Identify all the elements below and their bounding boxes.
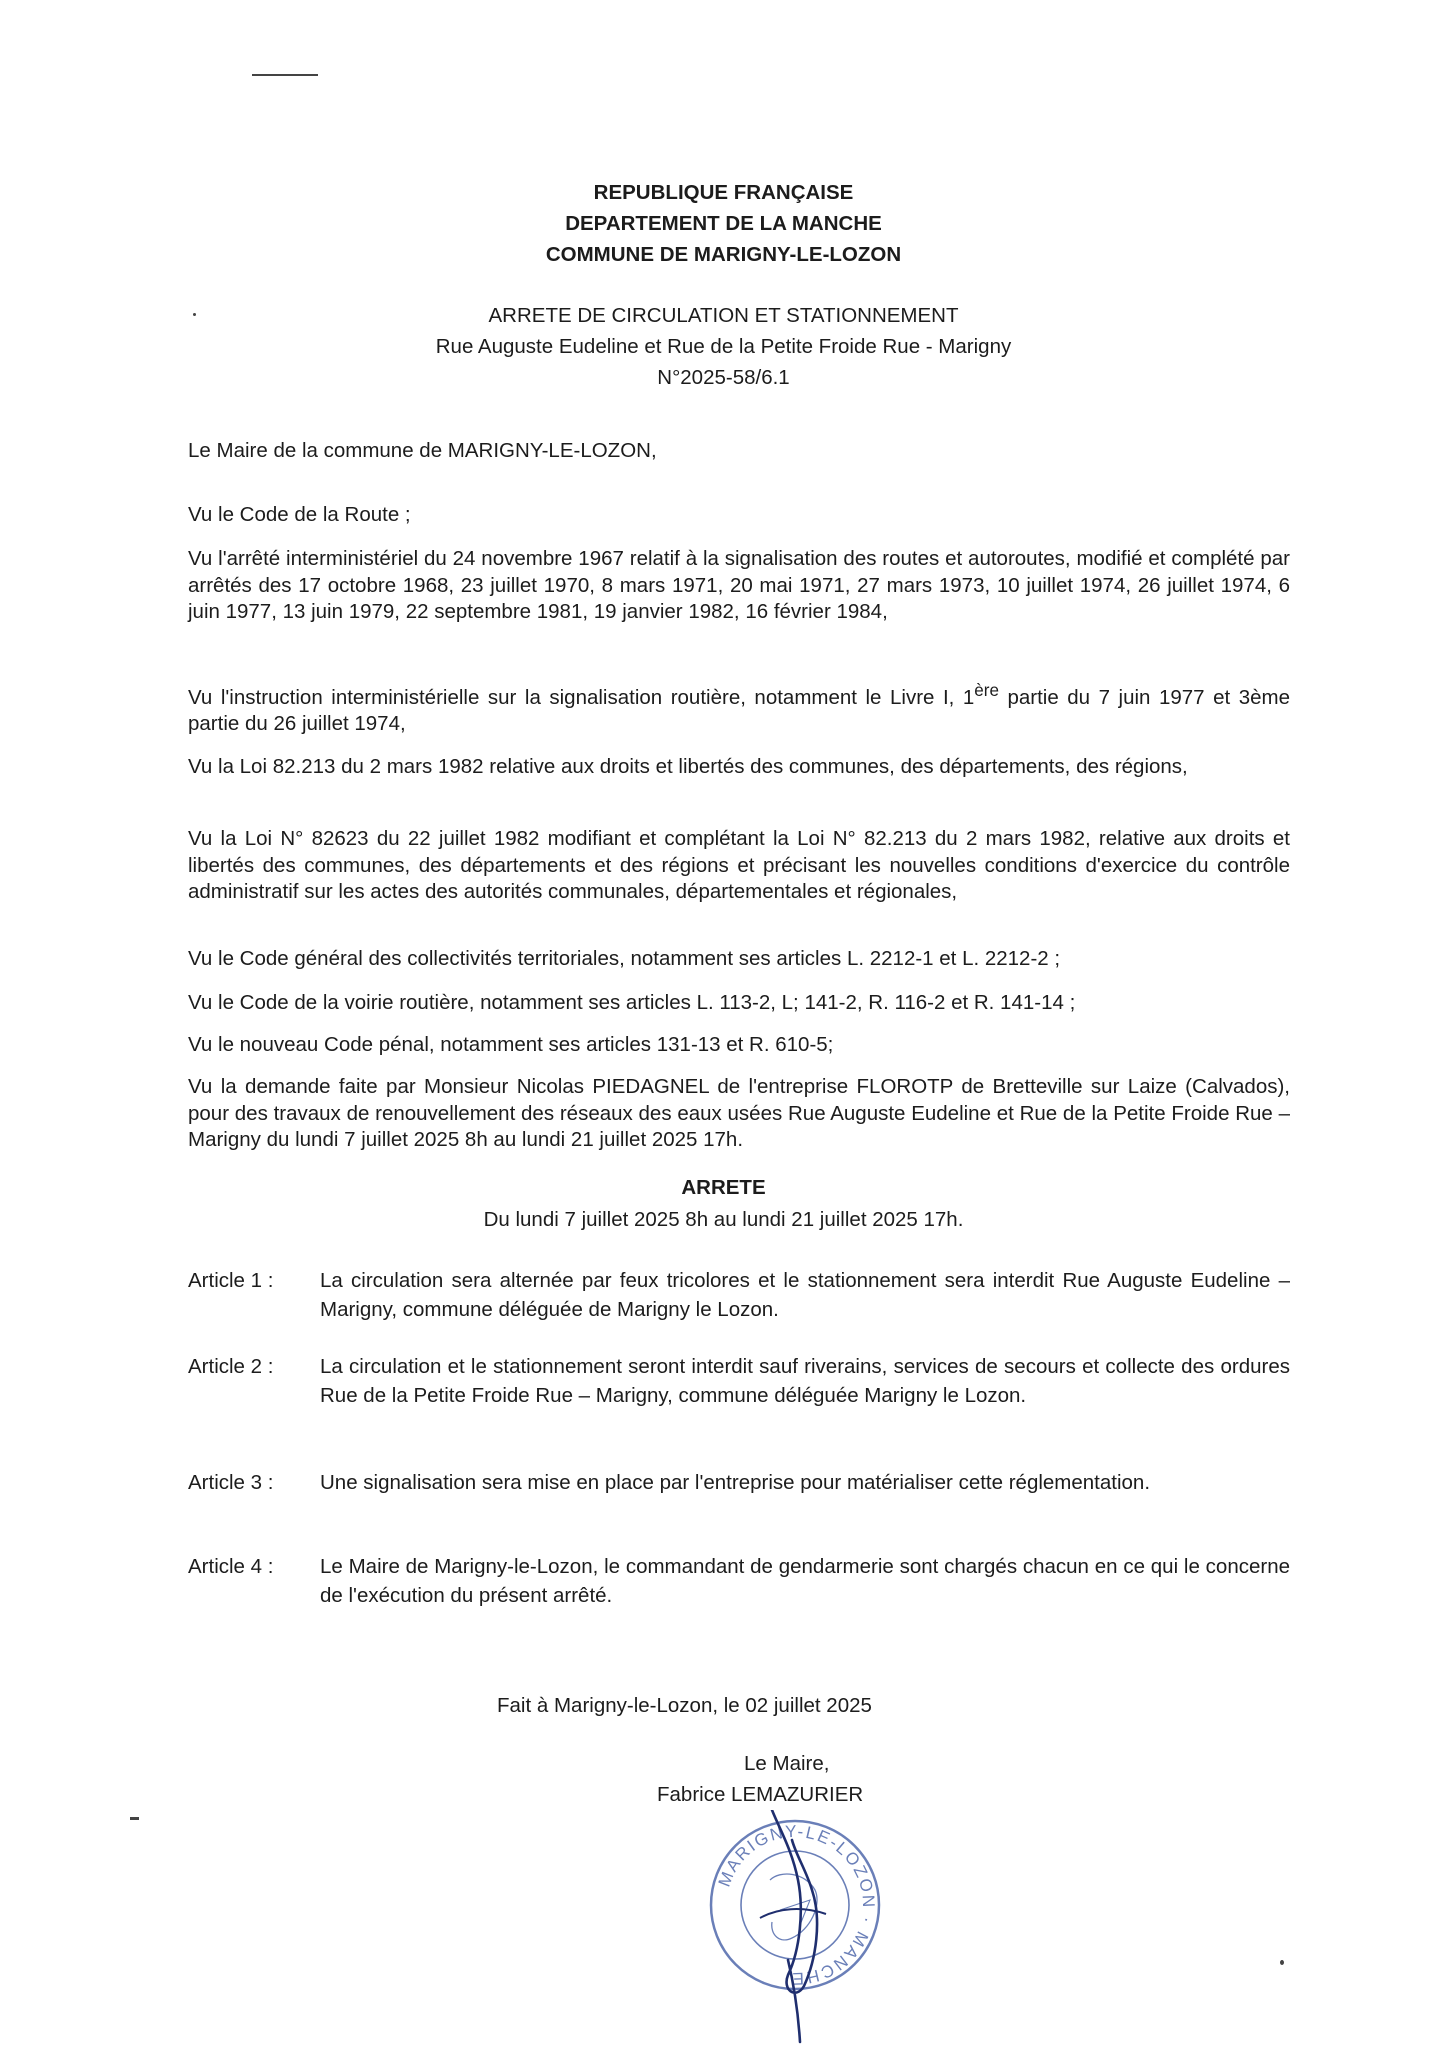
scan-mark-top xyxy=(252,74,318,76)
title-number: N°2025-58/6.1 xyxy=(657,366,790,389)
header-block xyxy=(0,177,1447,270)
article-label: Article 2 : xyxy=(188,1355,274,1378)
arrete-dates: Du lundi 7 juillet 2025 8h au lundi 21 juillet 2025 17h. xyxy=(483,1208,964,1231)
article-text: La circulation et le stationnement seront interdit sauf riverains, services de secours et collecte des ordures Rue de la Petite Froide Rue – Marigny, commune déléguée Marigny le Lozon. xyxy=(320,1355,1290,1407)
vu-code-route: Vu le Code de la Route ; xyxy=(188,503,411,526)
title-main: ARRETE DE CIRCULATION ET STATIONNEMENT xyxy=(488,304,959,327)
signature-place-date: Fait à Marigny-le-Lozon, le 02 juillet 2025 xyxy=(497,1694,872,1717)
municipal-stamp xyxy=(700,1810,890,2050)
scan-mark-left xyxy=(130,1817,139,1820)
header-commune: COMMUNE DE MARIGNY-LE-LOZON xyxy=(545,243,902,266)
signature-name: Fabrice LEMAZURIER xyxy=(657,1783,864,1806)
header-departement: DEPARTEMENT DE LA MANCHE xyxy=(565,212,882,235)
vu-instruction: Vu l'instruction interministérielle sur la signalisation routière, notamment le Livre I, 1ère partie du 7 juin 1977 et 3ème partie du 26 juillet 1974, xyxy=(188,681,1290,736)
scan-mark-right xyxy=(1280,1960,1284,1965)
signature-role: Le Maire, xyxy=(744,1752,830,1775)
vu-loi-82623: Vu la Loi N° 82623 du 22 juillet 1982 modifiant et complétant la Loi N° 82.213 du 2 mars 1982, relative aux droits et libertés des communes, des départements et des régions et précisant les nouvelles conditions d'exercice du contrôle administratif sur les actes des autorités communales, départementales et régionales, xyxy=(188,827,1290,903)
handwritten-signature-icon xyxy=(772,1810,817,2042)
stamp-text: MARIGNY-LE-LOZON · MANCHE xyxy=(714,1821,879,1989)
article-text: La circulation sera alternée par feux tricolores et le stationnement sera interdit Rue Auguste Eudeline – Marigny, commune déléguée de Marigny le Lozon. xyxy=(320,1269,1290,1321)
article-label: Article 1 : xyxy=(188,1269,274,1292)
vu-voirie: Vu le Code de la voirie routière, notamment ses articles L. 113-2, L; 141-2, R. 116-2 et R. 141-14 ; xyxy=(188,991,1076,1014)
arrete-heading: ARRETE xyxy=(681,1176,766,1199)
document-title xyxy=(0,300,1447,393)
vu-loi-82213: Vu la Loi 82.213 du 2 mars 1982 relative aux droits et libertés des communes, des départements, des régions, xyxy=(188,755,1188,778)
vu-demande: Vu la demande faite par Monsieur Nicolas PIEDAGNEL de l'entreprise FLOROTP de Bretteville sur Laize (Calvados), pour des travaux de renouvellement des réseaux des eaux usées Rue Auguste Eudeline et Rue de la Petite Froide Rue – Marigny du lundi 7 juillet 2025 8h au lundi 21 juillet 2025 17h. xyxy=(188,1075,1290,1151)
header-republique: REPUBLIQUE FRANÇAISE xyxy=(593,181,854,204)
article-label: Article 3 : xyxy=(188,1471,274,1494)
vu-cgct: Vu le Code général des collectivités territoriales, notamment ses articles L. 2212-1 et L. 2212-2 ; xyxy=(188,947,1061,970)
title-streets: Rue Auguste Eudeline et Rue de la Petite Froide Rue - Marigny xyxy=(435,335,1012,358)
intro-maire: Le Maire de la commune de MARIGNY-LE-LOZON, xyxy=(188,439,657,462)
vu-penal: Vu le nouveau Code pénal, notamment ses articles 131-13 et R. 610-5; xyxy=(188,1033,834,1056)
article-label: Article 4 : xyxy=(188,1555,274,1578)
vu-arrete-1967: Vu l'arrêté interministériel du 24 novembre 1967 relatif à la signalisation des routes et autoroutes, modifié et complété par arrêtés des 17 octobre 1968, 23 juillet 1970, 8 mars 1971, 20 mai 1971, 27 mars 1973, 10 juillet 1974, 26 juillet 1974, 6 juin 1977, 13 juin 1979, 22 septembre 1981, 19 janvier 1982, 16 février 1984, xyxy=(188,547,1290,623)
article-text: Le Maire de Marigny-le-Lozon, le commandant de gendarmerie sont chargés chacun en ce qui le concerne de l'exécution du présent arrêté. xyxy=(320,1555,1290,1607)
article-text: Une signalisation sera mise en place par l'entreprise pour matérialiser cette réglementation. xyxy=(320,1471,1151,1494)
